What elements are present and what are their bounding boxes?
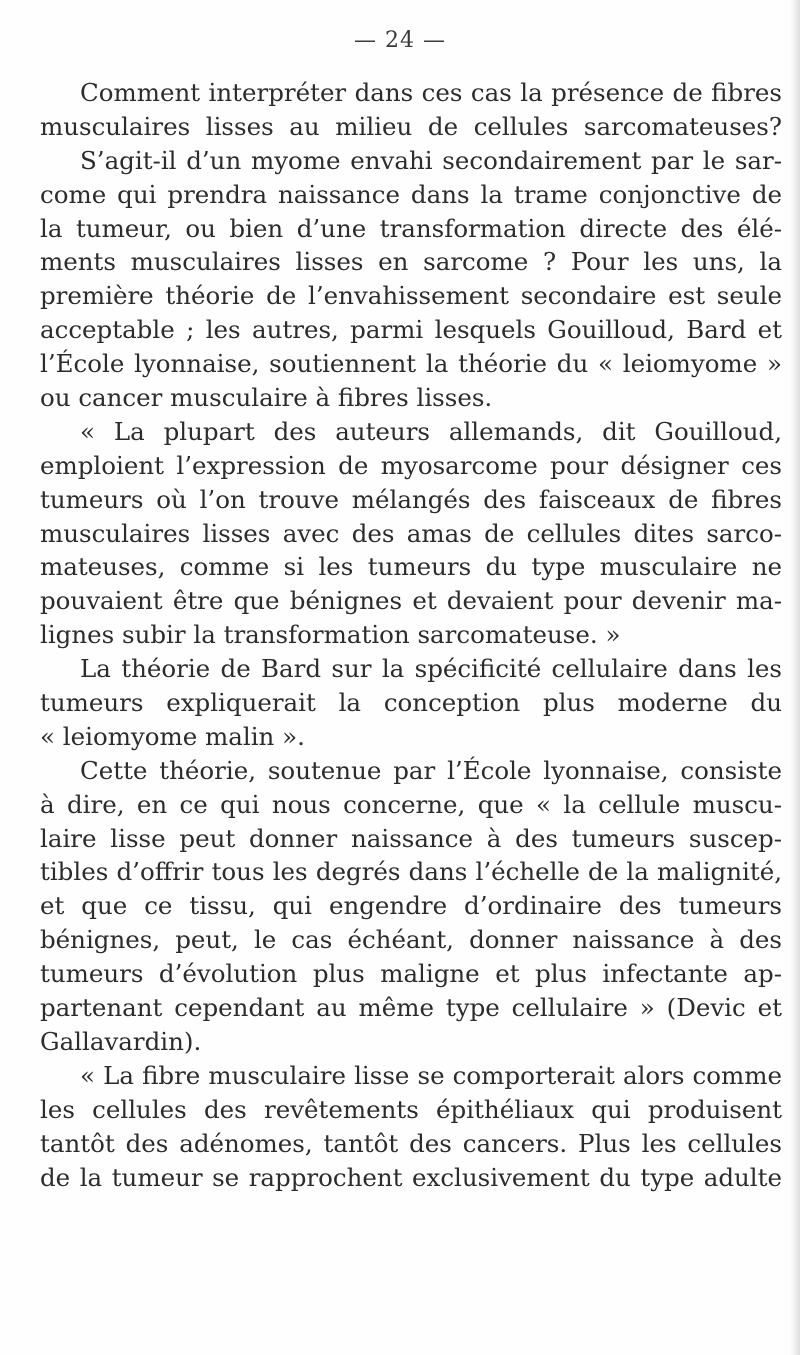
text-line: La théorie de Bard sur la spécificité cellulaire dans les (80, 654, 782, 684)
text-line: de la tumeur se rapprochent exclusivement du type adulte (40, 1162, 782, 1192)
text-line: les cellules des revêtements épithéliaux qui produisent (40, 1094, 782, 1124)
text-line: laire lisse peut donner naissance à des tumeurs suscep- (40, 823, 782, 853)
text-line: et que ce tissu, qui engendre d’ordinaire des tumeurs (40, 891, 782, 921)
text-line: « La plupart des auteurs allemands, dit Gouilloud, (80, 416, 782, 446)
text-line: pouvaient être que bénignes et devaient pour devenir ma- (40, 586, 782, 616)
text-line: Gallavardin). (40, 1026, 202, 1056)
text-line: musculaires lisses avec des amas de cellules dites sarco- (40, 518, 782, 548)
text-line: l’École lyonnaise, soutiennent la théorie du « leiomyome » (40, 349, 782, 379)
text-line: mateuses, comme si les tumeurs du type musculaire ne (40, 552, 782, 582)
text-line: musculaires lisses au milieu de cellules sarcomateuses? (40, 111, 782, 141)
text-line: la tumeur, ou bien d’une transformation directe des élé- (40, 213, 782, 243)
text-line: tantôt des adénomes, tantôt des cancers. Plus les cellules (40, 1128, 782, 1158)
text-line: Comment interpréter dans ces cas la présence de fibres (80, 78, 782, 107)
text-line: tumeurs expliquerait la conception plus moderne du (40, 688, 782, 718)
text-line: lignes subir la transformation sarcomateuse. » (40, 620, 621, 650)
text-line: emploient l’expression de myosarcome pour désigner ces (40, 450, 782, 480)
text-line: tumeurs d’évolution plus maligne et plus infectante ap- (40, 959, 782, 989)
page-edge-shadow (790, 0, 800, 1355)
page-number: — 24 — (354, 28, 446, 53)
text-line: à dire, en ce qui nous concerne, que « la cellule muscu- (40, 789, 782, 819)
text-line: première théorie de l’envahissement secondaire est seule (40, 281, 782, 311)
text-line: Cette théorie, soutenue par l’École lyonnaise, consiste (80, 755, 782, 785)
text-line: « La fibre musculaire lisse se comporterait alors comme (80, 1060, 782, 1090)
text-line: bénignes, peut, le cas échéant, donner naissance à des (40, 925, 782, 955)
text-line: acceptable ; les autres, parmi lesquels Gouilloud, Bard et (40, 315, 782, 345)
text-line: tibles d’offrir tous les degrés dans l’échelle de la malignité, (40, 857, 782, 887)
text-line: partenant cependant au même type cellulaire » (Devic et (40, 993, 782, 1023)
text-line: come qui prendra naissance dans la trame conjonctive de (40, 179, 782, 209)
text-line: ments musculaires lisses en sarcome ? Pour les uns, la (40, 247, 782, 277)
body-text (40, 76, 782, 1194)
text-line: « leiomyome malin ». (40, 721, 305, 751)
text-line: ou cancer musculaire à fibres lisses. (40, 383, 493, 413)
text-line: S’agit-il d’un myome envahi secondairement par le sar- (80, 145, 782, 175)
text-line: tumeurs où l’on trouve mélangés des faisceaux de fibres (40, 484, 782, 514)
